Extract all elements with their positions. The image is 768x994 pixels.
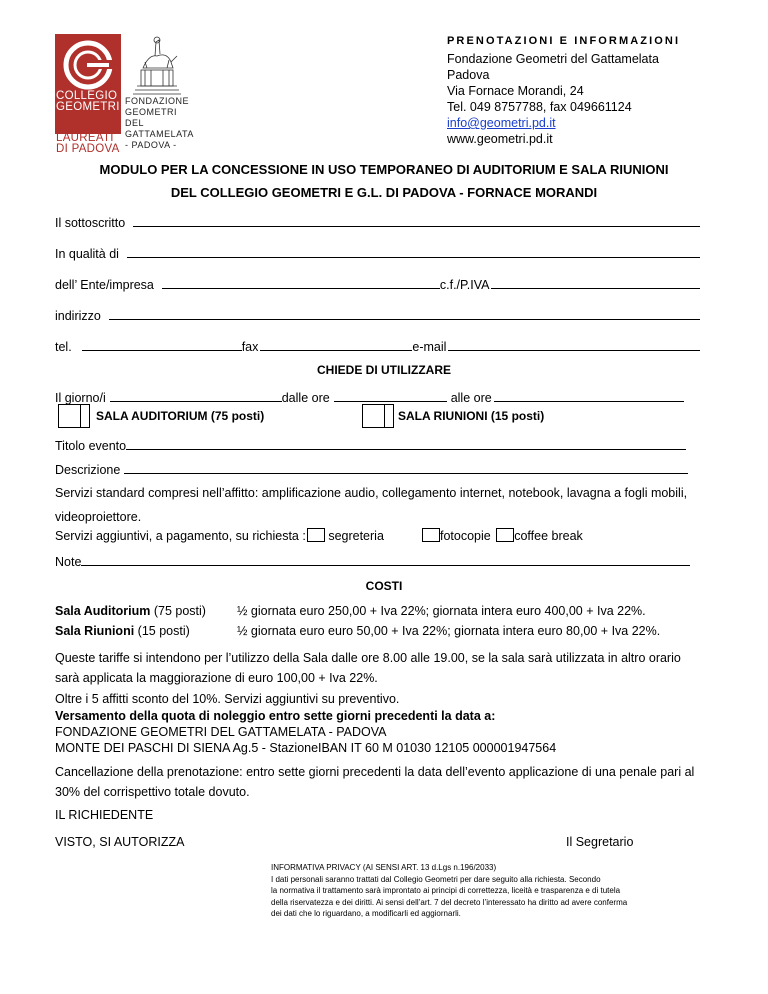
email-label: e-mail [412,340,447,354]
dalle-field[interactable] [334,389,447,402]
header-org: Fondazione Geometri del Gattamelata [447,52,659,66]
cost-row-auditorium [55,604,206,618]
alle-label: alle ore [450,391,492,405]
form-title-line2: DEL COLLEGIO GEOMETRI E G.L. DI PADOVA - FORNACE MORANDI [170,185,598,200]
cost-room-capacity: (15 posti) [134,624,190,638]
contact-header [447,33,680,147]
privacy-line: dei dati che lo riguardano, a modificarli ed aggiornarli. [271,909,461,918]
giorno-field[interactable] [110,389,282,402]
cost-room-capacity: (75 posti) [150,604,206,618]
email-link[interactable]: info@geometri.pd.it [447,116,556,130]
header-address: Via Fornace Morandi, 24 [447,84,584,98]
sottoscritto-field[interactable] [133,214,700,227]
cancellazione-text: Cancellazione della prenotazione: entro sette giorni precedenti la data dell’evento applicazione di una penale pari al 30% del corrispettivo totale dovuto. [55,765,695,799]
cost-room-name: Sala Auditorium [55,604,151,618]
alle-field[interactable] [494,389,684,402]
email-field[interactable] [448,338,700,351]
header-title: PRENOTAZIONI E INFORMAZIONI [447,35,681,47]
titolo-label: Titolo evento [55,439,127,453]
coffee-break-label: coffee break [514,529,583,543]
visto-label: VISTO, SI AUTORIZZA [55,835,185,849]
sottoscritto-row [55,214,700,230]
titolo-row [55,437,686,453]
gattamelata-statue-icon [127,34,187,96]
segretario-label: Il Segretario [566,835,634,849]
segreteria-checkbox[interactable] [307,528,325,542]
privacy-line: I dati personali saranno trattati dal Collegio Geometri per dare seguito alla richiesta. Secondo [271,874,601,884]
privacy-title: INFORMATIVA PRIVACY (AI SENSI ART. 13 d.Lgs n.196/2033) [271,863,497,872]
fondazione-wordmark: FONDAZIONE GEOMETRI DEL GATTAMELATA - PADOVA - [125,96,194,150]
indirizzo-field[interactable] [109,307,700,320]
tariffe-text: Queste tariffe si intendono per l’utilizzo della Sala dalle ore 8.00 alle 19.00, se la sala sarà utilizzata in altro orario sarà applicata la maggiorazione di euro 100,00 + Iva 22%. [55,651,681,685]
fax-label: fax [241,340,259,354]
tel-label: tel. [55,340,72,354]
cf-label: c.f./P.IVA [439,278,490,292]
dalle-label: dalle ore [281,391,330,405]
fotocopie-checkbox[interactable] [422,528,440,542]
descrizione-field[interactable] [124,461,688,474]
booking-row [55,389,684,405]
servizi-standard-text: Servizi standard compresi nell’affitto: amplificazione audio, collegamento internet, notebook, lavagna a fogli mobili, videoproiettore. [55,486,688,524]
note-row [55,553,690,569]
titolo-field[interactable] [126,437,686,450]
note-field[interactable] [81,553,690,566]
g-emblem-icon [61,38,115,92]
note-label: Note [55,555,82,569]
qualita-label: In qualità di [55,247,119,261]
indirizzo-label: indirizzo [55,309,101,323]
website-link[interactable]: www.geometri.pd.it [447,132,553,146]
fotocopie-option [422,528,583,543]
fax-field[interactable] [260,338,412,351]
header-phone: Tel. 049 8757788, fax 049661124 [447,100,632,114]
ente-field[interactable] [162,276,440,289]
riunioni-checkbox[interactable] [362,404,394,428]
costi-heading: COSTI [365,579,403,593]
iban-text: IBAN IT 60 M 01030 12105 000001947564 [318,741,557,755]
ente-label: dell’ Ente/impresa [55,278,154,292]
descrizione-label: Descrizione [55,463,121,477]
auditorium-label: SALA AUDITORIUM (75 posti) [96,409,265,423]
cost-room-name: Sala Riunioni [55,624,135,638]
servizi-aggiuntivi-row [55,528,384,543]
sottoscritto-label: Il sottoscritto [55,216,126,230]
cost-row-riunioni [55,624,190,638]
fotocopie-label: fotocopie [440,529,491,543]
indirizzo-row [55,307,700,323]
sconto-text: Oltre i 5 affitti sconto del 10%. Servizi aggiuntivi su preventivo. [55,692,400,706]
servizi-aggiuntivi-label: Servizi aggiuntivi, a pagamento, su richiesta : [55,529,306,543]
chiede-heading: CHIEDE DI UTILIZZARE [317,363,451,377]
qualita-field[interactable] [127,245,700,258]
giorno-label: Il giorno/i [55,391,106,405]
descrizione-row [55,461,688,477]
richiedente-label: IL RICHIEDENTE [55,808,154,822]
tel-row [55,338,700,354]
cost-price-riunioni: ½ giornata euro euro 50,00 + Iva 22%; giornata intera euro 80,00 + Iva 22%. [237,624,661,638]
auditorium-checkbox[interactable] [58,404,90,428]
coffee-break-checkbox[interactable] [496,528,514,542]
banca-text: MONTE DEI PASCHI DI SIENA Ag.5 - Stazione [55,741,319,755]
collegio-wordmark: COLLEGIO GEOMETRI E GEOMETRI LAUREATI DI PADOVA [56,90,120,155]
qualita-row [55,245,700,261]
privacy-notice [271,862,731,920]
collegio-logo [55,34,194,155]
beneficiario-text: FONDAZIONE GEOMETRI DEL GATTAMELATA - PADOVA [55,725,387,739]
privacy-line: della riservatezza e dei diritti. Ai sensi dell’art. 7 del decreto l’interessato ha diritto ad avere conferma [271,897,628,907]
segreteria-label: segreteria [328,529,384,543]
header-city: Padova [447,68,490,82]
ente-row [55,276,700,292]
cost-price-auditorium: ½ giornata euro 250,00 + Iva 22%; giornata intera euro 400,00 + Iva 22%. [237,604,646,618]
tel-field[interactable] [82,338,242,351]
privacy-line: la normativa il trattamento sarà improntato ai principi di correttezza, liceità e trasparenza e di tutela [271,886,621,895]
versamento-text: Versamento della quota di noleggio entro sette giorni precedenti la data a: [55,709,496,723]
riunioni-label: SALA RIUNIONI (15 posti) [398,409,545,423]
cf-field[interactable] [491,276,700,289]
form-title-line1: MODULO PER LA CONCESSIONE IN USO TEMPORANEO DI AUDITORIUM E SALA RIUNIONI [99,162,669,177]
